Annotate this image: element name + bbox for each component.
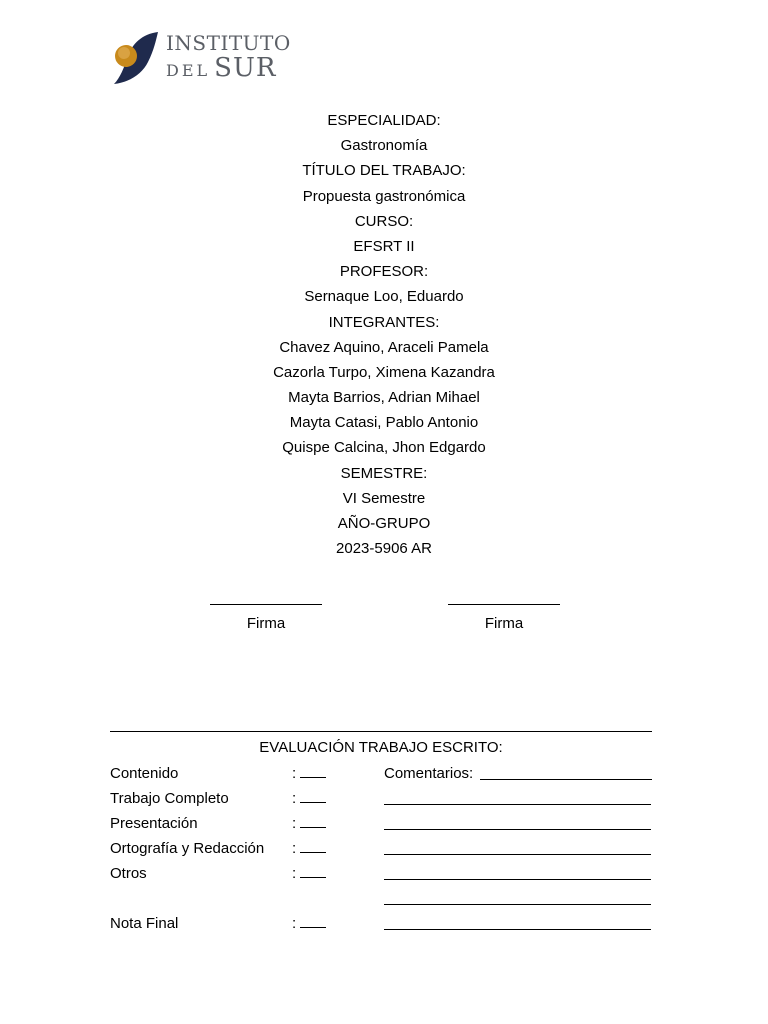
criterion-label: Presentación — [110, 815, 198, 832]
instituto-logo-icon — [112, 30, 162, 86]
evaluation-row — [110, 839, 652, 859]
criterion-label: Trabajo Completo — [110, 790, 229, 807]
signature-line — [448, 604, 560, 605]
evaluation-row — [110, 789, 652, 809]
signature-label: Firma — [246, 615, 286, 632]
evaluation-row — [110, 864, 652, 884]
score-blank — [300, 802, 326, 803]
specialty-value: Gastronomía — [340, 137, 428, 155]
comments-label: Comentarios: — [384, 765, 474, 782]
criterion-label: Contenido — [110, 765, 179, 782]
score-field — [292, 864, 326, 884]
colon: : — [292, 865, 297, 882]
score-field — [292, 914, 326, 934]
members-heading: INTEGRANTES: — [328, 313, 440, 331]
logo-sur: SUR — [214, 53, 277, 83]
score-field — [292, 789, 326, 809]
comment-blank — [480, 779, 652, 780]
year-group-value: 2023-5906 AR — [336, 540, 432, 558]
score-blank — [300, 927, 326, 928]
comment-blank — [384, 879, 651, 880]
section-divider — [110, 731, 652, 732]
criterion-label: Ortografía y Redacción — [110, 840, 265, 857]
evaluation-row — [110, 764, 652, 784]
specialty-heading: ESPECIALIDAD: — [327, 112, 441, 129]
member-name: Cazorla Turpo, Ximena Kazandra — [273, 363, 495, 381]
score-field — [292, 764, 326, 784]
cover-info — [0, 108, 768, 561]
evaluation-title: EVALUACIÓN TRABAJO ESCRITO: — [259, 739, 503, 756]
member-name: Quispe Calcina, Jhon Edgardo — [282, 439, 486, 457]
score-field — [292, 839, 326, 859]
score-blank — [300, 852, 326, 853]
title-value: Propuesta gastronómica — [302, 187, 466, 205]
evaluation-row — [110, 889, 652, 909]
logo-line-instituto: INSTITUTO — [166, 31, 291, 55]
colon: : — [292, 765, 297, 782]
evaluation-row — [110, 814, 652, 834]
professor-value: Sernaque Loo, Eduardo — [304, 288, 464, 306]
professor-heading: PROFESOR: — [339, 263, 429, 281]
score-blank — [300, 777, 326, 778]
evaluation-row — [110, 914, 652, 934]
member-name: Mayta Barrios, Adrian Mihael — [288, 389, 480, 407]
title-heading: TÍTULO DEL TRABAJO: — [302, 162, 466, 180]
semester-heading: SEMESTRE: — [340, 464, 428, 482]
colon: : — [292, 840, 297, 857]
course-heading: CURSO: — [354, 212, 414, 230]
logo-wordmark — [166, 33, 291, 81]
signature-right — [414, 590, 594, 633]
signature-label: Firma — [484, 615, 524, 632]
comment-blank — [384, 929, 651, 930]
institute-logo — [112, 30, 291, 86]
colon: : — [292, 815, 297, 832]
colon: : — [292, 915, 297, 932]
year-group-heading: AÑO-GRUPO — [337, 515, 431, 532]
member-name: Chavez Aquino, Araceli Pamela — [279, 338, 489, 356]
criterion-label: Otros — [110, 865, 147, 882]
logo-del: DEL — [166, 61, 211, 80]
final-grade-label: Nota Final — [110, 915, 179, 932]
score-blank — [300, 827, 326, 828]
logo-line-del-sur — [166, 55, 291, 81]
semester-value: VI Semestre — [342, 489, 426, 507]
score-field — [292, 814, 326, 834]
score-blank — [300, 877, 326, 878]
course-value: EFSRT II — [353, 237, 415, 255]
colon: : — [292, 790, 297, 807]
comment-blank — [384, 829, 651, 830]
comment-blank — [384, 804, 651, 805]
signature-left — [176, 590, 356, 633]
signature-line — [210, 604, 322, 605]
member-name: Mayta Catasi, Pablo Antonio — [289, 414, 479, 432]
comment-blank — [384, 854, 651, 855]
comment-blank — [384, 904, 651, 905]
